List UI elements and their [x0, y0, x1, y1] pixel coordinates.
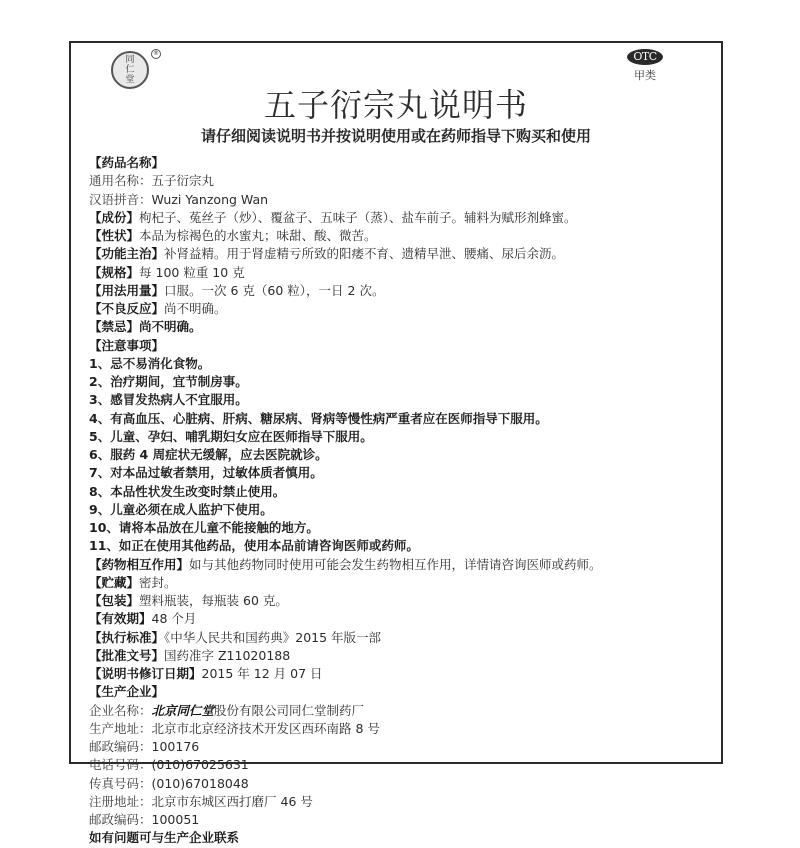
phone-line [89, 756, 711, 774]
precaution-item: 4、有高血压、心脏病、肝病、糖尿病、肾病等慢性病严重者应在医师指导下服用。 [89, 410, 548, 426]
postcode-value: 100051 [151, 812, 200, 827]
field-label: 生产地址： [89, 720, 152, 736]
expiry-value: 48 个月 [151, 611, 197, 627]
field-label: 电话号码： [89, 757, 152, 773]
postcode-line [89, 811, 711, 829]
contraindications-value: 尚不明确。 [139, 319, 202, 335]
ingredients-line [89, 209, 711, 227]
precaution-item: 8、本品性状发生改变时禁止使用。 [89, 483, 286, 499]
approval-line [89, 647, 711, 665]
adverse-value: 尚不明确。 [164, 301, 227, 316]
field-label: 邮政编码： [89, 812, 152, 827]
postcode-line [89, 738, 711, 756]
field-label: 通用名称： [89, 173, 152, 189]
leaflet-frame [69, 41, 723, 846]
production-address-value: 北京市北京经济技术开发区西环南路 8 号 [151, 720, 380, 736]
package-value: 塑料瓶装，每瓶装 60 克。 [139, 593, 288, 608]
precaution-item: 7、对本品过敏者禁用，过敏体质者慎用。 [89, 465, 323, 481]
section-heading: 【不良反应】 [89, 301, 165, 316]
spec-value: 每 100 粒重 10 克 [139, 264, 245, 280]
field-label: 企业名称： [89, 702, 152, 718]
production-address-line [89, 720, 711, 738]
section-heading: 【禁忌】 [89, 319, 140, 335]
indications-line [89, 245, 711, 263]
generic-name-value: 五子衍宗丸 [151, 173, 215, 189]
logo-char: 堂 [125, 75, 135, 85]
precaution-item: 10、请将本品放在儿童不能接触的地方。 [89, 520, 319, 535]
document-subtitle: 请仔细阅读说明书并按说明使用或在药师指导下购买和使用 [200, 127, 591, 145]
ingredients-value: 枸杞子、菟丝子（炒）、覆盆子、五味子（蒸）、盐车前子。辅料为赋形剂蜂蜜。 [139, 209, 577, 225]
field-label: 汉语拼音： [89, 191, 152, 207]
postcode-value: 100176 [151, 739, 200, 754]
interactions-line [89, 556, 711, 574]
registered-mark-icon: ® [153, 50, 159, 57]
registered-address-line [89, 793, 711, 811]
section-heading: 【功能主治】 [89, 246, 165, 262]
section-heading: 【说明书修订日期】 [89, 666, 202, 681]
section-heading: 【执行标准】 [89, 629, 165, 645]
precaution-item: 6、服药 4 周症状无缓解，应去医院就诊。 [89, 447, 328, 462]
section-heading: 【批准文号】 [89, 647, 165, 663]
package-line [89, 592, 711, 610]
storage-value: 密封。 [139, 574, 177, 590]
manufacturer-heading-line [89, 683, 711, 701]
dosage-value: 口服。一次 6 克（60 粒），一日 2 次。 [164, 282, 385, 298]
phone-value: (010)67025631 [151, 757, 249, 773]
pinyin-line [89, 191, 711, 209]
section-heading: 【贮藏】 [89, 574, 140, 590]
indications-value: 补肾益精。用于肾虚精亏所致的阳痿不育、遗精早泄、腰痛、尿后余沥。 [164, 246, 565, 262]
document-title: 五子衍宗丸说明书 [263, 86, 528, 124]
contact-note: 如有问题可与生产企业联系 [89, 830, 240, 846]
precaution-item: 9、儿童必须在成人监护下使用。 [89, 501, 273, 517]
section-heading: 【用法用量】 [89, 282, 165, 298]
otc-badge-icon: OTC [627, 49, 663, 65]
field-label: 注册地址： [89, 793, 152, 809]
section-heading: 【有效期】 [89, 611, 152, 627]
leaflet-body [89, 154, 711, 848]
precaution-item: 1、忌不易消化食物。 [89, 355, 211, 371]
section-heading: 【成份】 [89, 209, 140, 225]
name-heading-line [89, 154, 711, 172]
approval-value: 国药准字 Z11020188 [164, 647, 291, 663]
interactions-value: 如与其他药物同时使用可能会发生药物相互作用，详情请咨询医师或药师。 [189, 556, 602, 572]
section-heading: 【生产企业】 [89, 684, 165, 700]
section-heading: 【注意事项】 [89, 337, 165, 353]
field-label: 传真号码： [89, 775, 152, 791]
contraindications-line [89, 318, 711, 336]
section-heading: 【药品名称】 [89, 155, 165, 170]
adverse-line [89, 300, 711, 318]
precautions-heading-line [89, 337, 711, 355]
revision-value: 2015 年 12 月 07 日 [201, 666, 323, 681]
tongrentang-logo-icon [111, 51, 149, 89]
precaution-item: 3、感冒发热病人不宜服用。 [89, 392, 248, 408]
section-heading: 【药物相互作用】 [89, 556, 190, 572]
field-label: 邮政编码： [89, 739, 152, 754]
otc-class-label: 甲类 [634, 69, 656, 82]
description-value: 本品为棕褐色的水蜜丸；味甜、酸、微苦。 [139, 228, 377, 243]
precaution-item: 11、如正在使用其他药品，使用本品前请咨询医师或药师。 [89, 538, 419, 554]
standard-value: 《中华人民共和国药典》2015 年版一部 [164, 629, 382, 645]
fax-line [89, 775, 711, 793]
precaution-item: 5、儿童、孕妇、哺乳期妇女应在医师指导下服用。 [89, 428, 373, 444]
company-line [89, 702, 711, 720]
section-heading: 【性状】 [89, 228, 140, 243]
precaution-item: 2、治疗期间，宜节制房事。 [89, 374, 248, 389]
otc-mark [627, 49, 663, 83]
registered-address-value: 北京市东城区西打磨厂 46 号 [151, 793, 313, 809]
spec-line [89, 264, 711, 282]
pinyin-value: Wuzi Yanzong Wan [151, 191, 269, 207]
description-line [89, 227, 711, 245]
section-heading: 【规格】 [89, 264, 140, 280]
expiry-line [89, 610, 711, 628]
standard-line [89, 629, 711, 647]
revision-line [89, 665, 711, 683]
storage-line [89, 574, 711, 592]
company-brand: 北京同仁堂 [151, 702, 215, 718]
logo-char: 同 [125, 55, 135, 65]
generic-name-line [89, 172, 711, 190]
section-heading: 【包装】 [89, 593, 140, 608]
company-name-value: 股份有限公司同仁堂制药厂 [214, 702, 365, 718]
dosage-line [89, 282, 711, 300]
fax-value: (010)67018048 [151, 775, 249, 791]
logo-char: 仁 [125, 65, 135, 75]
